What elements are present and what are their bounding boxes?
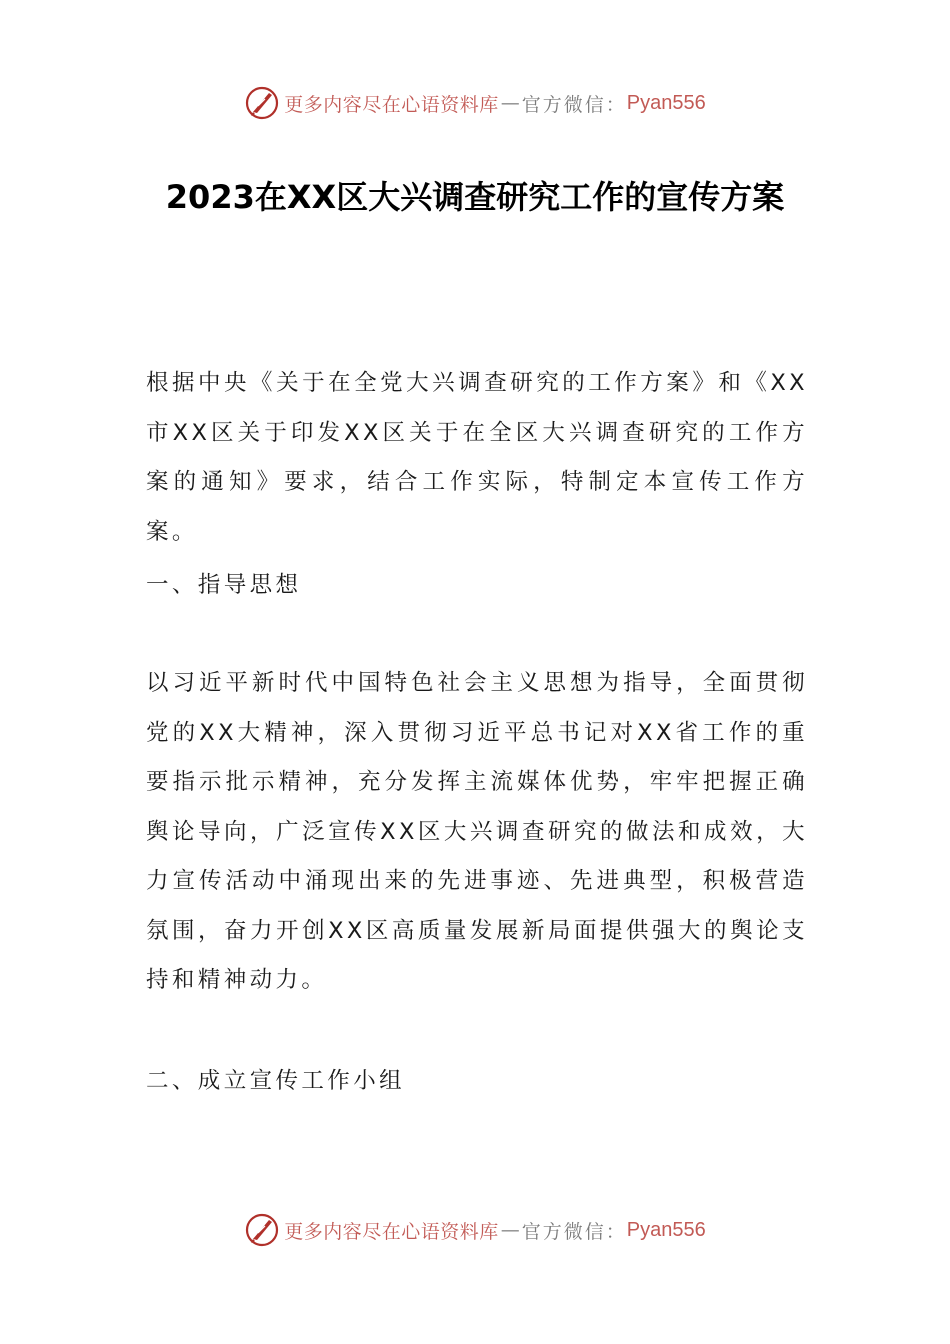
- watermark-account-id: Pyan556: [626, 91, 706, 114]
- document-title: 2023在XX区大兴调查研究工作的宣传方案: [165, 178, 785, 216]
- watermark-account-id: Pyan556: [626, 1218, 706, 1241]
- watermark-dash: —: [500, 1219, 520, 1241]
- section-body-guiding-ideology: 以习近平新时代中国特色社会主义思想为指导，全面贯彻党的XX大精神，深入贯彻习近平总书记对XX省工作的重要指示批示精神，充分发挥主流媒体优势，牢牢把握正确舆论导向，广泛宣传XX区大兴调查研究的做法和成效，大力宣传活动中涌现出来的先进事迹、先进典型，积极营造氛围，奋力开创XX区高质量发展新局面提供强大的舆论支持和精神动力。: [146, 670, 808, 993]
- watermark-account-label: 官方微信：: [521, 93, 627, 116]
- intro-paragraph: 根据中央《关于在全党大兴调查研究的工作方案》和《XX市XX区关于印发XX区关于在全区大兴调查研究的工作方案的通知》要求，结合工作实际，特制定本宣传工作方案。: [146, 370, 808, 545]
- quill-pen-logo-icon: [244, 85, 280, 121]
- section-heading-guiding-ideology: 一、指导思想: [146, 572, 302, 598]
- watermark-dash: —: [500, 92, 520, 114]
- section-heading-publicity-group: 二、成立宣传工作小组: [146, 1068, 406, 1094]
- footer-watermark: [0, 1208, 950, 1252]
- watermark-site-text: 更多内容尽在心语资料库: [284, 1220, 499, 1243]
- header-watermark: [0, 81, 950, 125]
- quill-pen-logo-icon: [244, 1212, 280, 1248]
- watermark-account-label: 官方微信：: [521, 1220, 627, 1243]
- watermark-site-text: 更多内容尽在心语资料库: [284, 93, 499, 116]
